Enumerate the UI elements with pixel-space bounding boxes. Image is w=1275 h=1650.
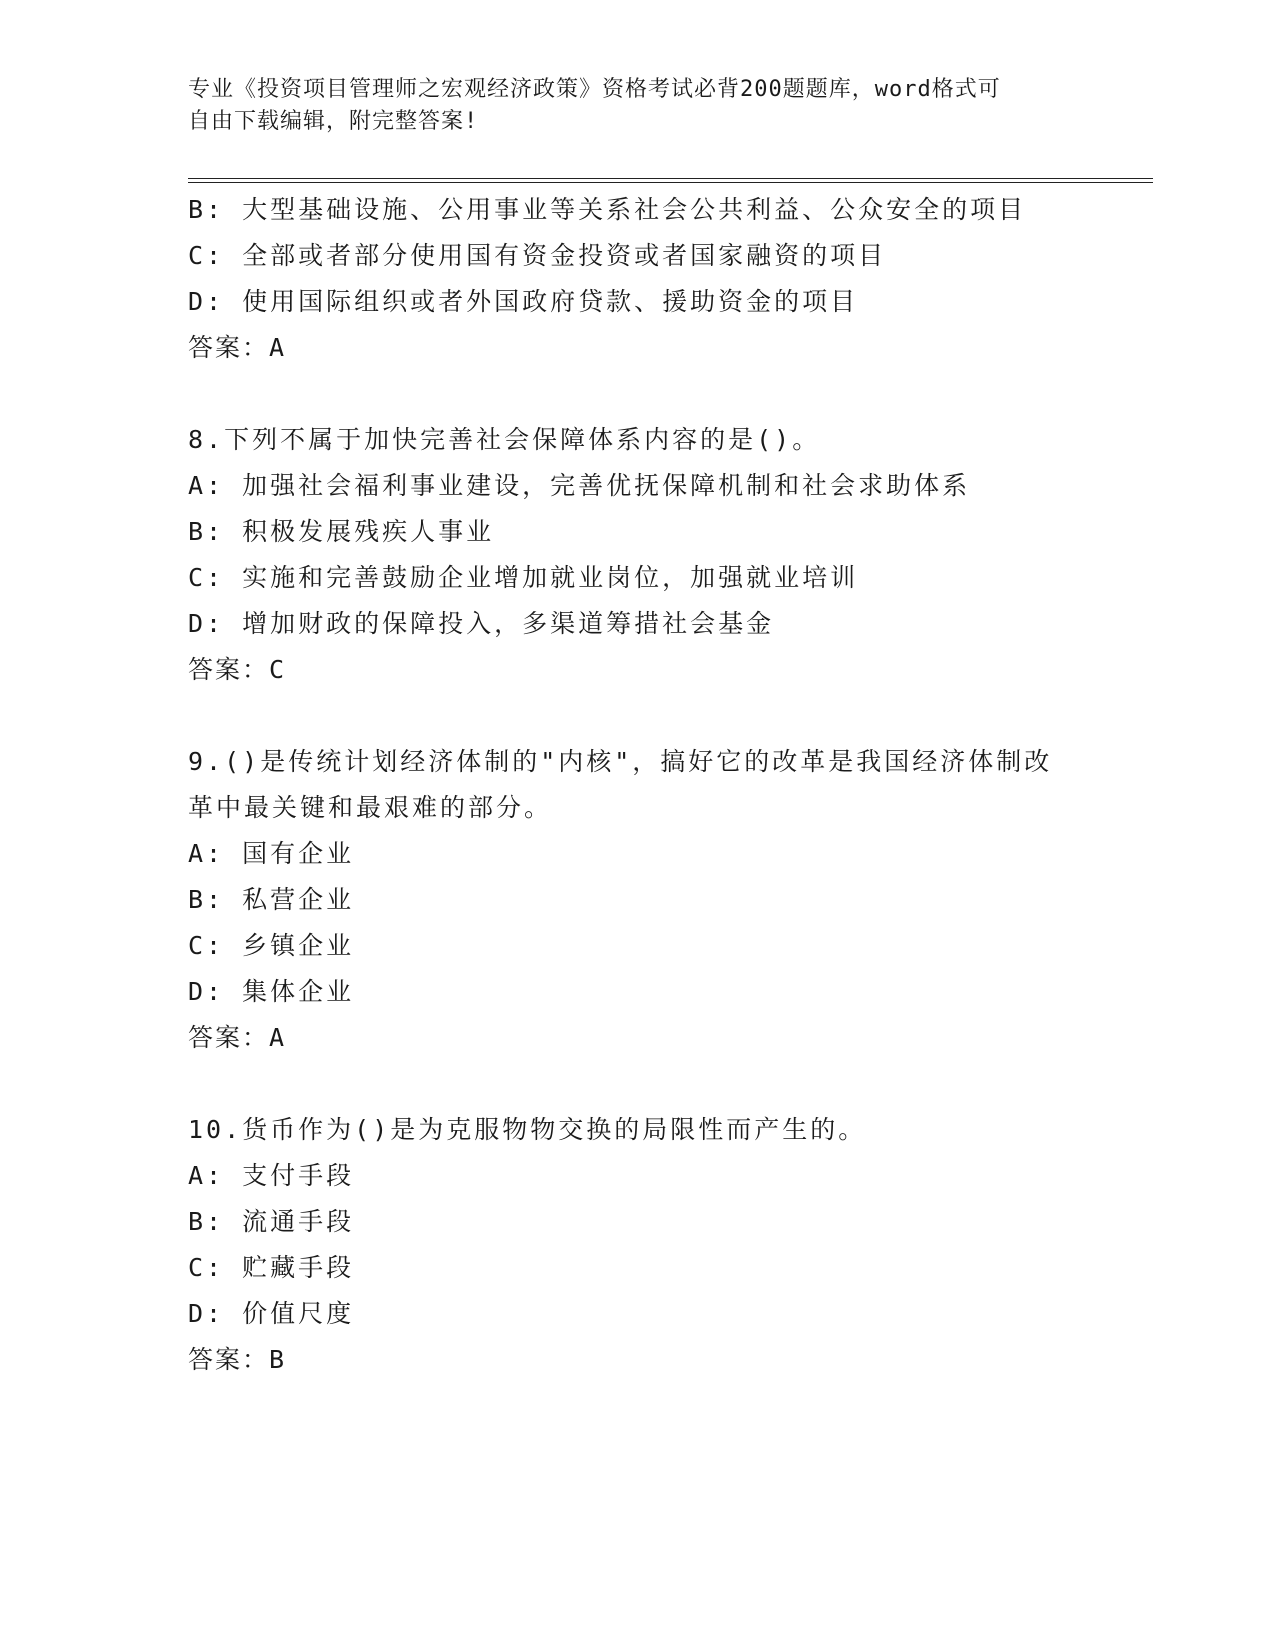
- option-b: B: 积极发展残疾人事业: [188, 517, 495, 546]
- answer-label: 答案：A: [188, 1023, 287, 1052]
- question-stem-line-1: 9.()是传统计划经济体制的"内核"，搞好它的改革是我国经济体制改: [188, 747, 1053, 776]
- question-8: [188, 417, 1153, 693]
- question-stem-line-2: 革中最关键和最艰难的部分。: [188, 793, 553, 822]
- answer-label: 答案：A: [188, 333, 287, 362]
- option-c: C: 全部或者部分使用国有资金投资或者国家融资的项目: [188, 241, 887, 270]
- spacer: [188, 1061, 1153, 1107]
- document-body: [188, 187, 1153, 1383]
- question-9: [188, 739, 1153, 1061]
- header-divider: [188, 178, 1153, 183]
- question-continuation: [188, 187, 1153, 371]
- spacer: [188, 371, 1153, 417]
- option-d: D: 增加财政的保障投入，多渠道筹措社会基金: [188, 609, 775, 638]
- option-a: A: 国有企业: [188, 839, 355, 868]
- option-a: A: 支付手段: [188, 1161, 355, 1190]
- option-c: C: 乡镇企业: [188, 931, 355, 960]
- answer-label: 答案：B: [188, 1345, 287, 1374]
- option-b: B: 流通手段: [188, 1207, 355, 1236]
- document-header: [188, 74, 1068, 138]
- option-d: D: 集体企业: [188, 977, 355, 1006]
- question-stem: 8.下列不属于加快完善社会保障体系内容的是()。: [188, 425, 821, 454]
- option-b: B: 私营企业: [188, 885, 355, 914]
- question-stem: 10.货币作为()是为克服物物交换的局限性而产生的。: [188, 1115, 867, 1144]
- spacer: [188, 693, 1153, 739]
- answer-label: 答案：C: [188, 655, 287, 684]
- option-c: C: 实施和完善鼓励企业增加就业岗位，加强就业培训: [188, 563, 859, 592]
- header-title-line-2: 自由下载编辑，附完整答案!: [188, 109, 479, 134]
- option-d: D: 价值尺度: [188, 1299, 355, 1328]
- option-b: B: 大型基础设施、公用事业等关系社会公共利益、公众安全的项目: [188, 195, 1027, 224]
- option-a: A: 加强社会福利事业建设，完善优抚保障机制和社会求助体系: [188, 471, 971, 500]
- option-c: C: 贮藏手段: [188, 1253, 355, 1282]
- option-d: D: 使用国际组织或者外国政府贷款、援助资金的项目: [188, 287, 859, 316]
- question-10: [188, 1107, 1153, 1383]
- header-title-line-1: 专业《投资项目管理师之宏观经济政策》资格考试必背200题题库，word格式可: [188, 77, 1001, 102]
